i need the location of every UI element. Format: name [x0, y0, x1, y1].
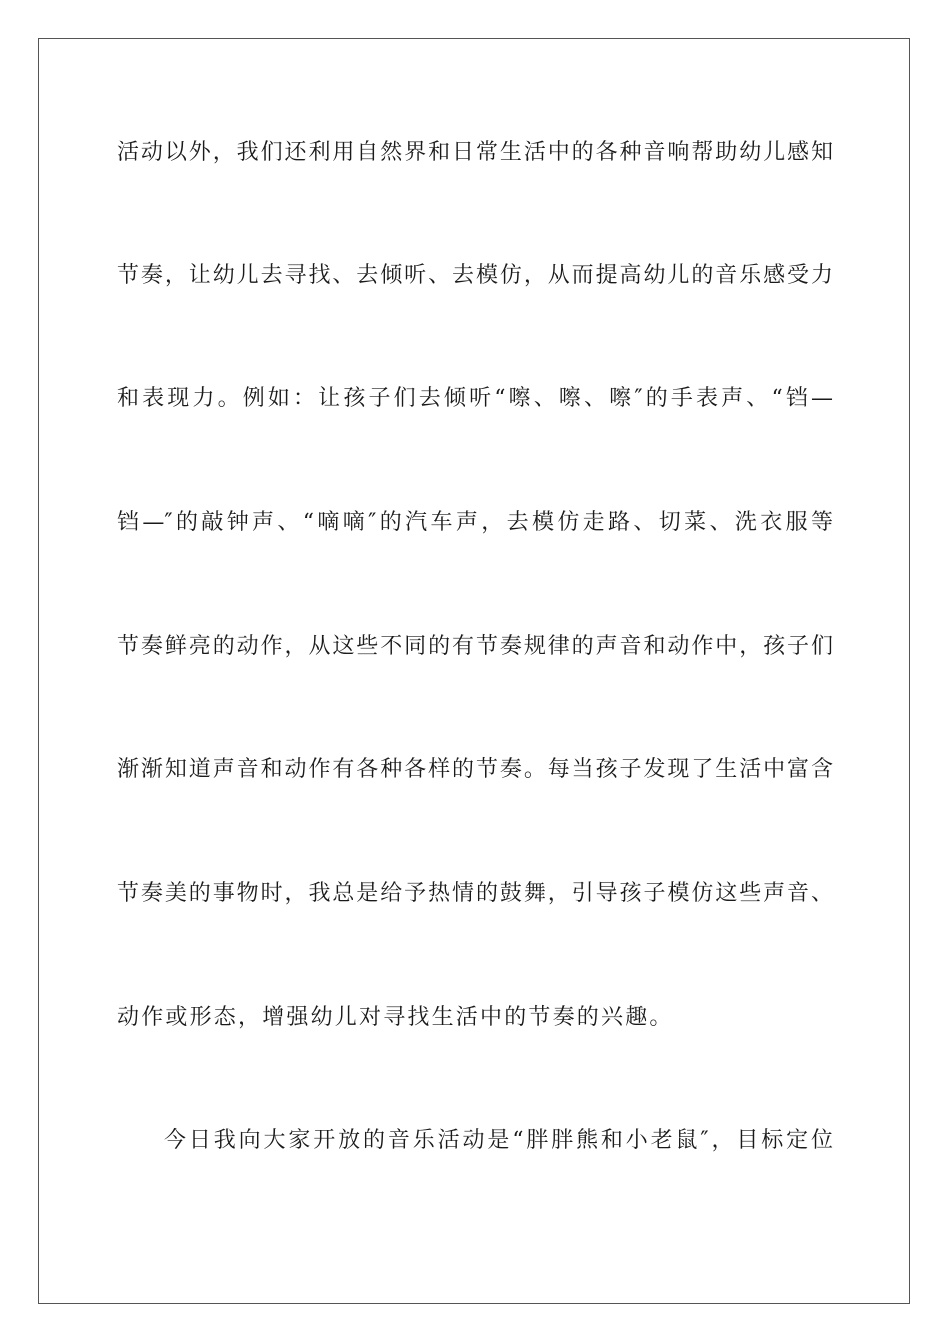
text-line: 活动以外，我们还利用自然界和日常生活中的各种音响帮助幼儿感知: [117, 140, 833, 165]
text-line: 铛—″的敲钟声、“嘀嘀″的汽车声，去模仿走路、切菜、洗衣服等: [117, 510, 833, 535]
paragraph-first-line: 今日我向大家开放的音乐活动是“胖胖熊和小老鼠″，目标定位: [164, 1128, 833, 1153]
text-line: 节奏美的事物时，我总是给予热情的鼓舞，引导孩子模仿这些声音、: [117, 881, 833, 906]
text-line: 渐渐知道声音和动作有各种各样的节奏。每当孩子发现了生活中富含: [117, 757, 833, 782]
text-line: 节奏鲜亮的动作，从这些不同的有节奏规律的声音和动作中，孩子们: [117, 634, 833, 659]
text-line: 节奏，让幼儿去寻找、去倾听、去模仿，从而提高幼儿的音乐感受力: [117, 263, 833, 288]
text-line-last: 动作或形态，增强幼儿对寻找生活中的节奏的兴趣。: [117, 1005, 674, 1030]
page-border: [38, 38, 910, 1304]
text-line: 和表现力。例如：让孩子们去倾听“嚓、嚓、嚓″的手表声、“铛—: [117, 386, 833, 411]
